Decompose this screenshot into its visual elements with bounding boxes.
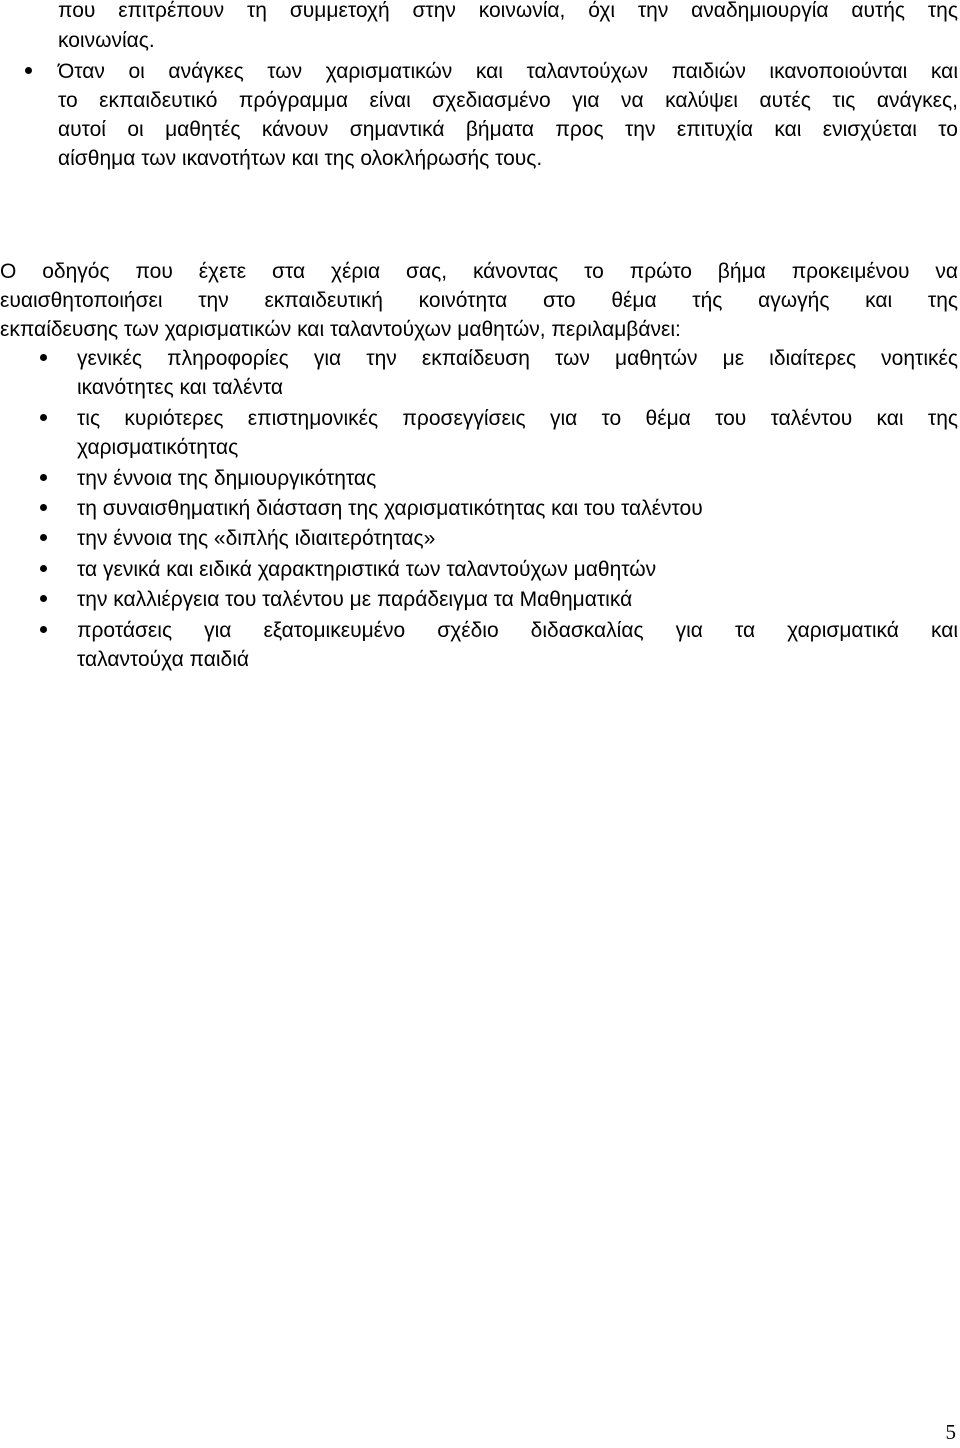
bullet-icon <box>40 504 47 511</box>
paragraph-line: που επιτρέπουν τη συμμετοχή στην κοινωνία, όχι την αναδημιουργία αυτής της <box>58 0 958 22</box>
bullet-icon <box>40 565 47 572</box>
paragraph-line: κοινωνίας. <box>58 29 155 52</box>
bullet-item-line: το εκπαιδευτικό πρόγραμμα είναι σχεδιασμένο για να καλύψει αυτές τις ανάγκες, <box>58 89 958 112</box>
bullet-icon <box>40 414 47 421</box>
list-item: την καλλιέργεια του ταλέντου με παράδειγμα τα Μαθηματικά <box>77 588 633 611</box>
bullet-icon <box>40 474 47 481</box>
list-item-continuation: ταλαντούχα παιδιά <box>77 648 250 671</box>
bullet-item-line: αίσθημα των ικανοτήτων και της ολοκλήρωσής τους. <box>58 147 543 170</box>
bullet-icon <box>25 67 32 74</box>
intro-paragraph-line: Ο οδηγός που έχετε στα χέρια σας, κάνοντας το πρώτο βήμα προκειμένου να <box>0 260 958 283</box>
bullet-icon <box>40 626 47 633</box>
intro-paragraph-line: εκπαίδευσης των χαρισματικών και ταλαντούχων μαθητών, περιλαμβάνει: <box>0 318 681 341</box>
bullet-icon <box>40 534 47 541</box>
bullet-item-line: αυτοί οι μαθητές κάνουν σημαντικά βήματα προς την επιτυχία και ενισχύεται το <box>58 118 958 141</box>
list-item: την έννοια της δημιουργικότητας <box>77 467 377 490</box>
list-item: την έννοια της «διπλής ιδιαιτερότητας» <box>77 527 436 550</box>
list-item-continuation: ικανότητες και ταλέντα <box>77 376 284 399</box>
bullet-item-line: Όταν οι ανάγκες των χαρισματικών και ταλαντούχων παιδιών ικανοποιούνται και <box>58 60 958 83</box>
list-item: τις κυριότερες επιστημονικές προσεγγίσεις για το θέμα του ταλέντου και της <box>77 407 958 430</box>
list-item: τα γενικά και ειδικά χαρακτηριστικά των ταλαντούχων μαθητών <box>77 558 657 581</box>
list-item: προτάσεις για εξατομικευμένο σχέδιο διδασκαλίας για τα χαρισματικά και <box>77 619 958 642</box>
list-item: τη συναισθηματική διάσταση της χαρισματικότητας και του ταλέντου <box>77 497 703 520</box>
list-item: γενικές πληροφορίες για την εκπαίδευση των μαθητών με ιδιαίτερες νοητικές <box>77 347 958 370</box>
bullet-icon <box>40 354 47 361</box>
page-number: 5 <box>945 1420 956 1444</box>
bullet-icon <box>40 595 47 602</box>
list-item-continuation: χαρισματικότητας <box>77 436 239 459</box>
intro-paragraph-line: ευαισθητοποιήσει την εκπαιδευτική κοινότητα στο θέμα τής αγωγής και της <box>0 289 958 312</box>
